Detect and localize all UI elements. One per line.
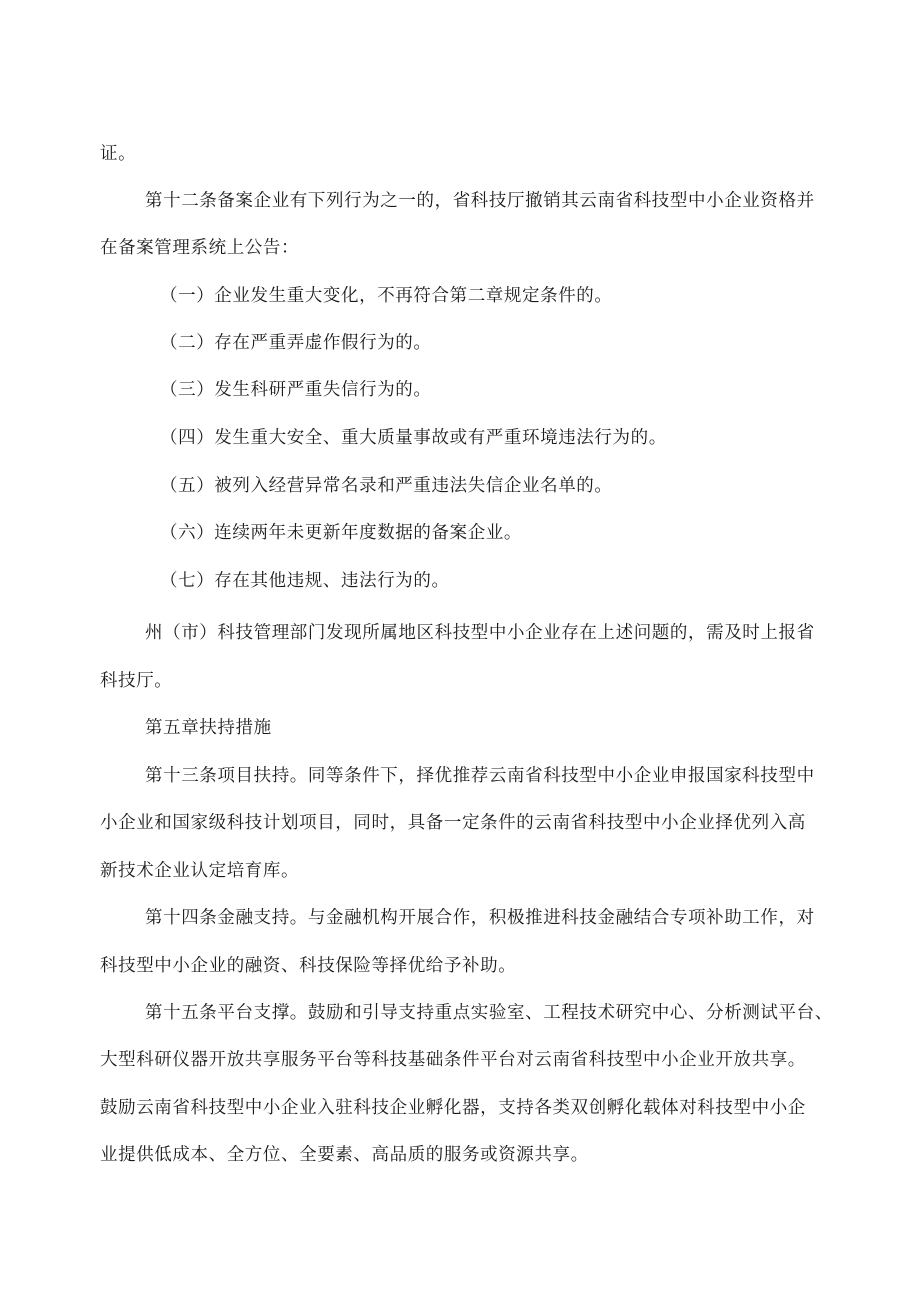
text-line: 鼓励云南省科技型中小企业入驻科技企业孵化器，支持各类双创孵化载体对科技型中小企 bbox=[100, 1098, 806, 1118]
list-item: （三）发生科研严重失信行为的。 bbox=[160, 380, 432, 400]
text-line: 科技厅。 bbox=[100, 671, 173, 691]
text-line: 州（市）科技管理部门发现所属地区科技型中小企业存在上述问题的，需及时上报省 bbox=[145, 623, 815, 643]
list-item: （七）存在其他违规、违法行为的。 bbox=[160, 571, 450, 591]
list-item: （四）发生重大安全、重大质量事故或有严重环境违法行为的。 bbox=[160, 428, 667, 448]
text-line: 业提供低成本、全方位、全要素、高品质的服务或资源共享。 bbox=[100, 1145, 589, 1165]
text-line: 新技术企业认定培育库。 bbox=[100, 861, 300, 881]
text-line: 证。 bbox=[100, 144, 137, 164]
article-14-line: 第十四条金融支持。与金融机构开展合作，积极推进科技金融结合专项补助工作，对 bbox=[145, 908, 815, 928]
list-item: （一）企业发生重大变化，不再符合第二章规定条件的。 bbox=[160, 286, 613, 306]
text-line: 在备案管理系统上公告： bbox=[100, 238, 300, 258]
article-13-line: 第十三条项目扶持。同等条件下，择优推荐云南省科技型中小企业申报国家科技型中 bbox=[145, 766, 815, 786]
text-line: 科技型中小企业的融资、科技保险等择优给予补助。 bbox=[100, 956, 517, 976]
text-line: 大型科研仪器开放共享服务平台等科技基础条件平台对云南省科技型中小企业开放共享。 bbox=[100, 1050, 806, 1070]
article-12-line: 第十二条备案企业有下列行为之一的，省科技厅撤销其云南省科技型中小企业资格并 bbox=[145, 191, 815, 211]
text-line: 小企业和国家级科技计划项目，同时，具备一定条件的云南省科技型中小企业择优列入高 bbox=[100, 813, 806, 833]
list-item: （六）连续两年未更新年度数据的备案企业。 bbox=[160, 523, 522, 543]
chapter-heading: 第五章扶持措施 bbox=[145, 718, 272, 738]
list-item: （五）被列入经营异常名录和严重违法失信企业名单的。 bbox=[160, 476, 613, 496]
list-item: （二）存在严重弄虚作假行为的。 bbox=[160, 333, 432, 353]
article-15-line: 第十五条平台支撑。鼓励和引导支持重点实验室、工程技术研究中心、分析测试平台、 bbox=[145, 1003, 833, 1023]
